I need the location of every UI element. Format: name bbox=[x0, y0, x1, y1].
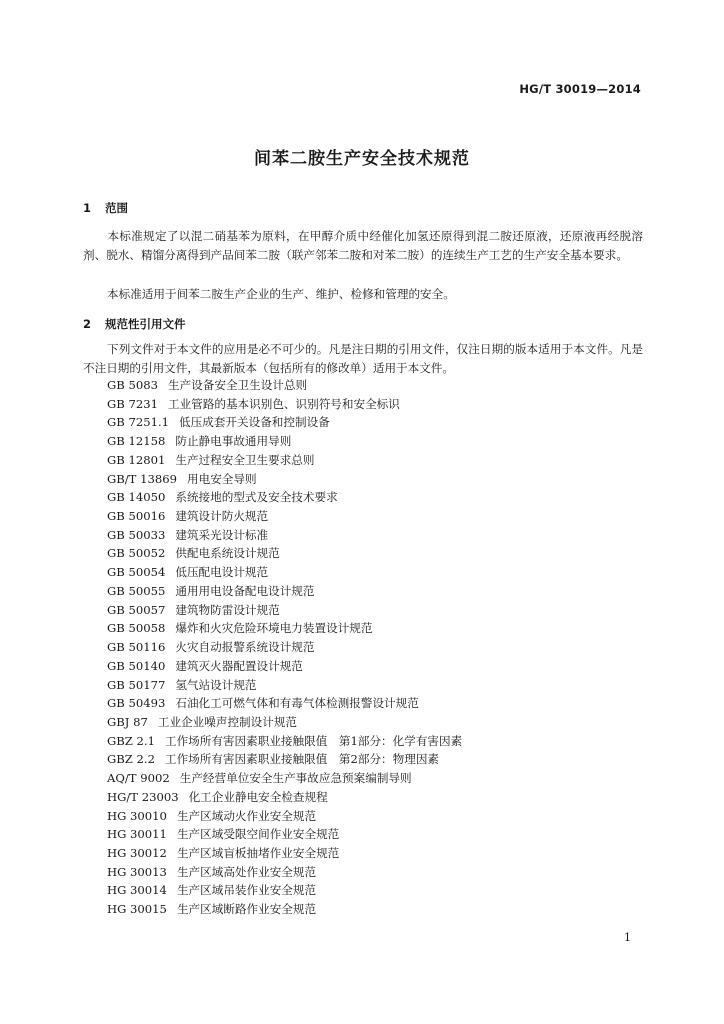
reference-code: AQ/T 9002 bbox=[107, 771, 170, 786]
reference-title: 工业企业噪声控制设计规范 bbox=[157, 714, 298, 729]
reference-title: 生产区域受限空间作业安全规范 bbox=[176, 827, 340, 842]
reference-item bbox=[107, 544, 462, 563]
section-number: 2 bbox=[83, 317, 92, 331]
reference-title: 供配电系统设计规范 bbox=[175, 546, 280, 561]
reference-title: 生产设备安全卫生设计总则 bbox=[167, 378, 308, 392]
reference-title: 生产区域盲板抽堵作业安全规范 bbox=[176, 845, 340, 860]
paragraph-text: 本标准适用于间苯二胺生产企业的生产、维护、检修和管理的安全。 bbox=[107, 287, 455, 301]
reference-code: GBZ 2.1 bbox=[107, 733, 155, 748]
reference-code: GB 7251.1 bbox=[107, 415, 170, 430]
reference-item bbox=[107, 881, 462, 900]
reference-code: GB 50140 bbox=[107, 658, 166, 673]
reference-code: GB 5083 bbox=[107, 378, 158, 392]
reference-title: 氢气站设计规范 bbox=[175, 677, 257, 692]
reference-title: 通用用电设备配电设计规范 bbox=[175, 583, 315, 598]
reference-code: HG/T 23003 bbox=[107, 789, 179, 804]
reference-item bbox=[107, 713, 462, 732]
reference-code: GB 50493 bbox=[107, 696, 166, 711]
reference-code: GB 50058 bbox=[107, 621, 166, 636]
reference-title: 生产区域断路作业安全规范 bbox=[176, 902, 317, 917]
reference-title: 爆炸和火灾危险环境电力装置设计规范 bbox=[175, 621, 373, 636]
reference-item bbox=[107, 376, 462, 395]
reference-title: 建筑采光设计标准 bbox=[175, 527, 269, 542]
section-1-heading bbox=[83, 200, 128, 216]
reference-code: GB 50177 bbox=[107, 677, 166, 692]
reference-item bbox=[107, 526, 462, 545]
reference-code: GB 14050 bbox=[107, 490, 166, 505]
reference-code: GB 50016 bbox=[107, 509, 166, 524]
paragraph-text: 本标准规定了以混二硝基苯为原料，在甲醇介质中经催化加氢还原得到混二胺还原液，还原液再经脱溶剂、脱水、精馏分离得到产品间苯二胺（联产邻苯二胺和对苯二胺）的连续生产工艺的生产安全基本要求。 bbox=[83, 229, 643, 262]
reference-code: GB 7231 bbox=[107, 396, 158, 411]
reference-title: 工业管路的基本识别色、识别符号和安全标识 bbox=[167, 396, 400, 411]
reference-item bbox=[107, 507, 462, 526]
reference-title: 工作场所有害因素职业接触限值 第2部分：物理因素 bbox=[164, 752, 440, 767]
reference-code: HG 30015 bbox=[107, 902, 167, 917]
section-title: 规范性引用文件 bbox=[105, 317, 186, 331]
reference-code: HG 30014 bbox=[107, 883, 167, 898]
reference-title: 化工企业静电安全检查规程 bbox=[188, 789, 328, 804]
paragraph-text: 下列文件对于本文件的应用是必不可少的。凡是注日期的引用文件，仅注日期的版本适用于本文件。凡是不注日期的引用文件，其最新版本（包括所有的修改单）适用于本文件。 bbox=[83, 342, 643, 375]
reference-title: 工作场所有害因素职业接触限值 第1部分：化学有害因素 bbox=[164, 733, 463, 748]
section-2-heading bbox=[83, 316, 186, 332]
reference-title: 防止静电事故通用导则 bbox=[175, 434, 292, 449]
reference-code: HG 30010 bbox=[107, 808, 167, 823]
reference-item bbox=[107, 844, 462, 863]
reference-code: GB 50054 bbox=[107, 565, 166, 580]
reference-title: 生产区域高处作业安全规范 bbox=[176, 864, 317, 879]
section-title: 范围 bbox=[105, 201, 128, 215]
reference-code: GBZ 2.2 bbox=[107, 752, 155, 767]
reference-title: 低压配电设计规范 bbox=[175, 565, 269, 580]
reference-code: GB 12158 bbox=[107, 434, 166, 449]
reference-item bbox=[107, 470, 462, 489]
paragraph bbox=[83, 227, 643, 264]
reference-item bbox=[107, 807, 462, 826]
reference-item bbox=[107, 694, 462, 713]
reference-code: HG 30013 bbox=[107, 864, 167, 879]
reference-title: 生产经营单位安全生产事故应急预案编制导则 bbox=[179, 771, 412, 786]
reference-item bbox=[107, 825, 462, 844]
reference-item bbox=[107, 619, 462, 638]
reference-title: 建筑设计防火规范 bbox=[175, 509, 269, 524]
reference-title: 生产区域动火作业安全规范 bbox=[176, 808, 317, 823]
reference-item bbox=[107, 413, 462, 432]
reference-item bbox=[107, 488, 462, 507]
reference-item bbox=[107, 732, 462, 751]
reference-code: GB/T 13869 bbox=[107, 471, 177, 486]
reference-title: 建筑灭火器配置设计规范 bbox=[175, 658, 303, 673]
reference-item bbox=[107, 863, 462, 882]
reference-title: 生产区域吊装作业安全规范 bbox=[176, 883, 317, 898]
reference-item bbox=[107, 432, 462, 451]
reference-item bbox=[107, 750, 462, 769]
reference-code: GB 50033 bbox=[107, 527, 166, 542]
standard-code: HG/T 30019—2014 bbox=[519, 82, 641, 96]
reference-code: GB 50055 bbox=[107, 583, 166, 598]
reference-list bbox=[107, 376, 462, 919]
reference-item bbox=[107, 900, 462, 919]
reference-item bbox=[107, 788, 462, 807]
reference-code: HG 30012 bbox=[107, 845, 167, 860]
reference-code: GB 50116 bbox=[107, 640, 166, 655]
reference-item bbox=[107, 601, 462, 620]
reference-item bbox=[107, 657, 462, 676]
reference-item bbox=[107, 451, 462, 470]
reference-code: GB 12801 bbox=[107, 452, 166, 467]
reference-item bbox=[107, 395, 462, 414]
reference-item bbox=[107, 769, 462, 788]
page-number: 1 bbox=[624, 931, 631, 944]
reference-code: HG 30011 bbox=[107, 827, 167, 842]
reference-title: 低压成套开关设备和控制设备 bbox=[179, 415, 330, 430]
reference-code: GBJ 87 bbox=[107, 714, 148, 729]
reference-item bbox=[107, 563, 462, 582]
reference-title: 系统接地的型式及安全技术要求 bbox=[175, 490, 338, 505]
reference-item bbox=[107, 676, 462, 695]
paragraph bbox=[83, 285, 643, 304]
reference-title: 生产过程安全卫生要求总则 bbox=[175, 452, 315, 467]
document-title: 间苯二胺生产安全技术规范 bbox=[254, 149, 470, 169]
reference-title: 建筑物防雷设计规范 bbox=[175, 602, 280, 617]
reference-item bbox=[107, 582, 462, 601]
reference-title: 用电安全导则 bbox=[187, 471, 257, 486]
section-number: 1 bbox=[83, 201, 92, 215]
reference-item bbox=[107, 638, 462, 657]
reference-code: GB 50057 bbox=[107, 602, 166, 617]
reference-title: 石油化工可燃气体和有毒气体检测报警设计规范 bbox=[175, 696, 419, 711]
paragraph bbox=[83, 340, 643, 377]
reference-title: 火灾自动报警系统设计规范 bbox=[175, 640, 315, 655]
reference-code: GB 50052 bbox=[107, 546, 166, 561]
